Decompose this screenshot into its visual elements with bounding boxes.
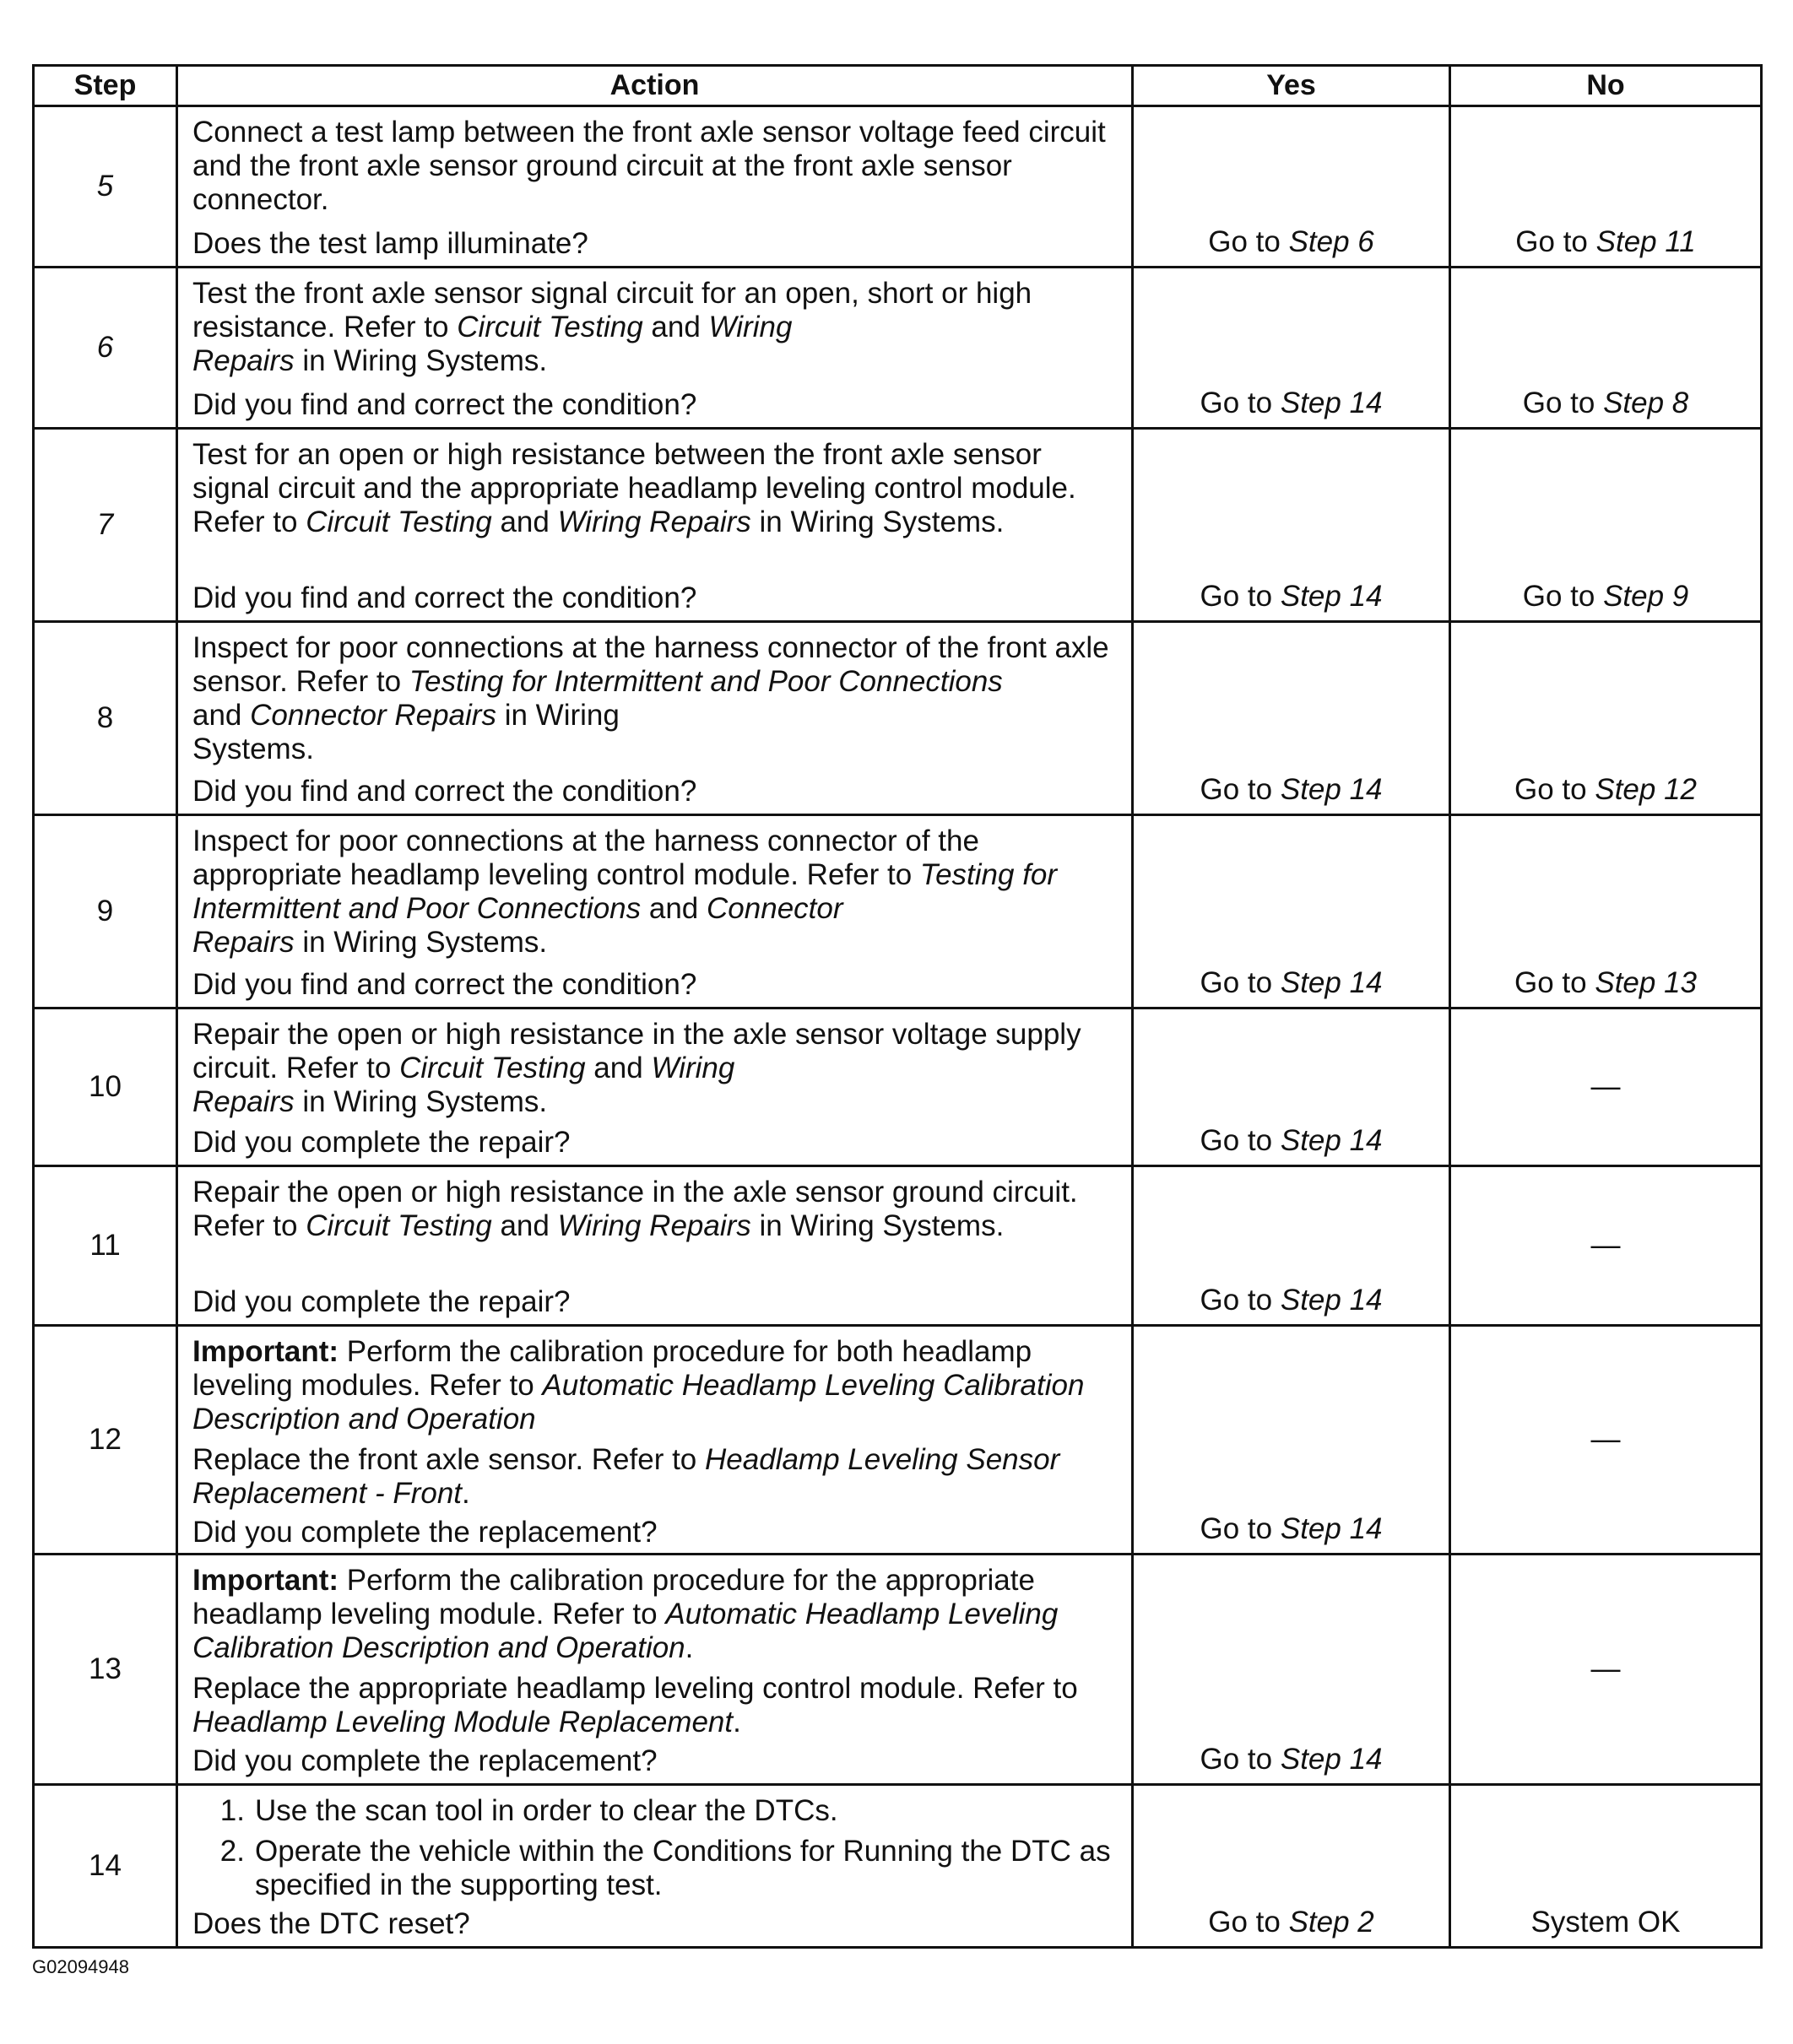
ref-link[interactable]: Automatic Headlamp Leveling Calibration Description and Operation — [192, 1598, 1059, 1664]
action-question: Did you complete the repair? — [192, 1126, 571, 1159]
no-step-link[interactable]: Step 11 — [1595, 225, 1696, 258]
no-step-link[interactable]: Step 9 — [1603, 580, 1689, 613]
table-row — [34, 429, 1762, 622]
yes-step-link[interactable]: Step 6 — [1288, 225, 1374, 258]
yes-cell: Go to Step 14 — [1133, 1555, 1450, 1785]
ref-link[interactable]: Repairs — [192, 926, 295, 959]
yes-step-link[interactable]: Step 14 — [1280, 966, 1383, 999]
action-cell — [177, 622, 1133, 815]
step-number: 7 — [34, 429, 177, 622]
action-cell — [177, 1326, 1133, 1555]
yes-cell: Go to Step 14 — [1133, 1166, 1450, 1326]
yes-cell: Go to Step 14 — [1133, 1008, 1450, 1166]
ref-link[interactable]: Repairs — [192, 344, 295, 377]
step-number: 11 — [34, 1166, 177, 1326]
action-question: Did you find and correct the condition? — [192, 968, 697, 1001]
ref-link[interactable]: Wiring Repairs — [557, 506, 751, 538]
action-cell — [177, 1166, 1133, 1326]
yes-step-link[interactable]: Step 2 — [1288, 1906, 1374, 1939]
ref-link[interactable]: Testing for — [919, 858, 1058, 891]
table-row — [34, 1326, 1762, 1555]
action-cell — [177, 268, 1133, 429]
ref-link[interactable]: Wiring Repairs — [557, 1209, 751, 1242]
no-cell: Go to Step 9 — [1450, 429, 1762, 622]
ref-link[interactable]: Automatic Headlamp Leveling Calibration Description and Operation — [192, 1369, 1085, 1436]
step-number: 10 — [34, 1008, 177, 1166]
yes-step-link[interactable]: Step 14 — [1280, 1743, 1383, 1776]
list-item: 1. Use the scan tool in order to clear the DTCs. — [219, 1794, 838, 1827]
action-question: Does the DTC reset? — [192, 1907, 470, 1940]
action-question: Did you find and correct the condition? — [192, 388, 697, 421]
no-cell: Go to Step 8 — [1450, 268, 1762, 429]
action-question: Did you find and correct the condition? — [192, 775, 697, 808]
figure-id: G02094948 — [32, 1956, 129, 1977]
action-cell — [177, 1008, 1133, 1166]
header-step: Step — [34, 66, 177, 106]
action-text: Replace the front axle sensor. Refer to Headlamp Leveling Sensor Replacement - Front. — [192, 1443, 1060, 1510]
list-item: 2. Operate the vehicle within the Conditions for Running the DTC as specified in the supporting test. — [219, 1835, 1111, 1901]
no-cell: System OK — [1450, 1785, 1762, 1948]
table-row — [34, 1166, 1762, 1326]
action-question: Did you complete the replacement? — [192, 1516, 658, 1549]
table-row — [34, 1555, 1762, 1785]
action-cell — [177, 1785, 1133, 1948]
step-number: 13 — [34, 1555, 177, 1785]
action-question: Does the test lamp illuminate? — [192, 227, 588, 260]
table-row — [34, 1008, 1762, 1166]
action-text: Replace the appropriate headlamp leveling control module. Refer to Headlamp Leveling Module Replacement. — [192, 1672, 1078, 1738]
action-question: Did you find and correct the condition? — [192, 581, 697, 614]
table-row — [34, 268, 1762, 429]
ref-link[interactable]: Connector — [707, 892, 843, 925]
step-number: 14 — [34, 1785, 177, 1948]
action-text: Inspect for poor connections at the harness connector of the front axle sensor. Refer to Testing for Intermittent and Poor Connections and Connector Repairs in Wiring Systems. — [192, 631, 1109, 765]
action-text: Connect a test lamp between the front axle sensor voltage feed circuit and the front axle sensor ground circuit at the front axle sensor connector. — [192, 116, 1106, 216]
step-number: 5 — [34, 106, 177, 268]
ref-link[interactable]: Circuit Testing — [399, 1052, 586, 1084]
action-cell — [177, 106, 1133, 268]
ref-link[interactable]: Repairs — [192, 1085, 295, 1118]
header-row — [34, 66, 1762, 106]
step-number: 6 — [34, 268, 177, 429]
ref-link[interactable]: Headlamp Leveling Module Replacement — [192, 1706, 734, 1738]
no-prefix: Go to — [1515, 225, 1588, 258]
yes-cell: Go to Step 14 — [1133, 815, 1450, 1008]
yes-cell: Go to Step 14 — [1133, 622, 1450, 815]
ref-link[interactable]: Circuit Testing — [306, 506, 492, 538]
step-number: 9 — [34, 815, 177, 1008]
important-note: Important: Perform the calibration procedure for the appropriate headlamp leveling module. Refer to Automatic Headlamp Leveling Calibration Description and Operation. — [192, 1564, 1059, 1664]
action-cell — [177, 815, 1133, 1008]
yes-step-link[interactable]: Step 14 — [1280, 773, 1383, 806]
step-number: 12 — [34, 1326, 177, 1555]
no-cell: Go to Step 12 — [1450, 622, 1762, 815]
ref-link[interactable]: Testing for Intermittent and Poor Connections — [409, 665, 1003, 698]
ref-link[interactable]: Circuit Testing — [306, 1209, 492, 1242]
ref-link[interactable]: Circuit Testing — [457, 311, 643, 343]
action-cell — [177, 429, 1133, 622]
no-cell: Go to Step 13 — [1450, 815, 1762, 1008]
action-cell — [177, 1555, 1133, 1785]
table-row — [34, 1785, 1762, 1948]
ref-link[interactable]: Wiring — [651, 1052, 735, 1084]
no-cell: — — [1450, 1166, 1762, 1326]
no-step-link[interactable]: Step 12 — [1595, 773, 1697, 806]
yes-step-link[interactable]: Step 14 — [1280, 1284, 1383, 1317]
action-text: Test for an open or high resistance between the front axle sensor signal circuit and the appropriate headlamp leveling control module. Refer to Circuit Testing and Wiring Repairs in Wiring Systems. — [192, 438, 1076, 538]
action-text: Test the front axle sensor signal circuit for an open, short or high resistance. Refer to Circuit Testing and Wiring Repairs in Wiring Systems. — [192, 277, 1032, 377]
action-question: Did you complete the replacement? — [192, 1744, 658, 1777]
ref-link[interactable]: Headlamp Leveling Sensor Replacement - Front — [192, 1443, 1060, 1510]
yes-step-link[interactable]: Step 14 — [1280, 387, 1383, 419]
table-row — [34, 815, 1762, 1008]
step-number: 8 — [34, 622, 177, 815]
no-cell: — — [1450, 1326, 1762, 1555]
yes-cell: Go to Step 14 — [1133, 1326, 1450, 1555]
action-text: Inspect for poor connections at the harness connector of the appropriate headlamp leveling control module. Refer to Testing for Intermittent and Poor Connections and Connector Repairs in Wiring Systems. — [192, 825, 1058, 959]
yes-step-link[interactable]: Step 14 — [1280, 1512, 1383, 1545]
ref-link[interactable]: Intermittent and Poor Connections — [192, 892, 642, 925]
table-row — [34, 106, 1762, 268]
ref-link[interactable]: Connector Repairs — [250, 699, 496, 732]
no-step-link[interactable]: Step 8 — [1603, 387, 1689, 419]
action-question: Did you complete the repair? — [192, 1285, 571, 1318]
no-step-link[interactable]: Step 13 — [1595, 966, 1697, 999]
no-cell: — — [1450, 1008, 1762, 1166]
numbered-list — [192, 1794, 1119, 1902]
yes-cell: Go to Step 2 — [1133, 1785, 1450, 1948]
yes-cell: Go to Step 14 — [1133, 429, 1450, 622]
yes-prefix: Go to — [1208, 225, 1281, 258]
yes-cell — [1133, 106, 1450, 268]
important-note: Important: Perform the calibration procedure for both headlamp leveling modules. Refer to Automatic Headlamp Leveling Calibration Description and Operation — [192, 1335, 1085, 1436]
action-text: Repair the open or high resistance in the axle sensor voltage supply circuit. Refer to Circuit Testing and Wiring Repairs in Wiring Systems. — [192, 1018, 1081, 1118]
ref-link[interactable]: Wiring — [708, 311, 793, 343]
header-no: No — [1450, 66, 1762, 106]
yes-step-link[interactable]: Step 14 — [1280, 1124, 1383, 1157]
no-cell: — — [1450, 1555, 1762, 1785]
yes-cell: Go to Step 14 — [1133, 268, 1450, 429]
header-yes: Yes — [1133, 66, 1450, 106]
table-row — [34, 622, 1762, 815]
no-cell — [1450, 106, 1762, 268]
diagnostic-table — [32, 64, 1763, 1949]
action-text: Repair the open or high resistance in the axle sensor ground circuit. Refer to Circuit Testing and Wiring Repairs in Wiring Systems. — [192, 1176, 1078, 1242]
header-action: Action — [177, 66, 1133, 106]
yes-step-link[interactable]: Step 14 — [1280, 580, 1383, 613]
